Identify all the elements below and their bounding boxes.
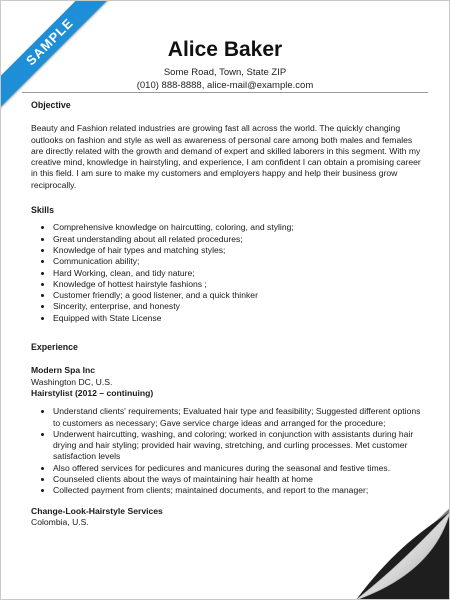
skill-item: • Customer friendly; a good listener, and a quick thinker: [53, 290, 427, 301]
skill-item: • Knowledge of hair types and matching styles;: [53, 245, 427, 256]
duty-item: • Collected payment from clients; maintained documents, and report to the manager;: [53, 485, 427, 496]
duties-list: [31, 406, 427, 496]
objective-text: Beauty and Fashion related industries are growing fast all across the world. The quickly changing outlooks on fashion and style as well as awareness of personal care among both males and females are directly related with the growth and demand of expert and skilled laborers in this segment. With my creative mind, knowledge in hairstyling, and experience, I am confident I can obtain a promising career in this field. I am sure to make my customers and employers happy and help their business grow reciprocally.: [31, 123, 421, 190]
skill-item: • Sincerity, enterprise, and honesty: [53, 301, 427, 312]
skill-item: • Hard Working, clean, and tidy nature;: [53, 268, 427, 279]
duty-item: • Underwent haircutting, washing, and coloring; worked in conjunction with assistants during hair drying and hair styling; provided hair waving, stretching, and curling processes. Met customer satisfaction levels: [53, 429, 427, 463]
skills-list: [31, 222, 427, 324]
company-location: Washington DC, U.S.: [31, 376, 113, 387]
sample-ribbon: [1, 1, 121, 121]
skill-item: • Great understanding about all related procedures;: [53, 234, 427, 245]
duty-item: • Also offered services for pedicures and manicures during the seasonal and festive times.: [53, 463, 427, 474]
duty-item: • Understand clients' requirements; Evaluated hair type and feasibility; Suggested different options to customers as necessary; Gave service charge ideas and arranged for the procedure;: [53, 406, 427, 429]
skill-item: • Equipped with State License: [53, 313, 427, 324]
objective-heading: Objective: [31, 100, 71, 110]
skill-item: • Communication ability;: [53, 256, 427, 267]
sample-ribbon-label: SAMPLE: [1, 1, 121, 117]
company-name: Change-Look-Hairstyle Services: [31, 505, 163, 516]
page-curl-icon: [350, 508, 450, 600]
skill-item: • Comprehensive knowledge on haircutting, coloring, and styling;: [53, 222, 427, 233]
address-line: Some Road, Town, State ZIP: [163, 67, 287, 78]
resume-body: [31, 100, 427, 528]
company-name: Modern Spa Inc: [31, 365, 95, 376]
skills-heading: Skills: [31, 205, 54, 216]
company-location: Colombia, U.S.: [31, 516, 89, 527]
duty-item: • Counseled clients about the ways of maintaining hair health at home: [53, 474, 427, 485]
job-title: Hairstylist (2012 – continuing): [31, 387, 154, 398]
experience-heading: Experience: [31, 342, 78, 353]
contact-line: (010) 888-8888, alice-mail@example.com: [136, 80, 314, 91]
applicant-name: Alice Baker: [167, 38, 283, 61]
skill-item: • Knowledge of hottest hairstyle fashions ;: [53, 279, 427, 290]
job-entry: [31, 365, 427, 496]
